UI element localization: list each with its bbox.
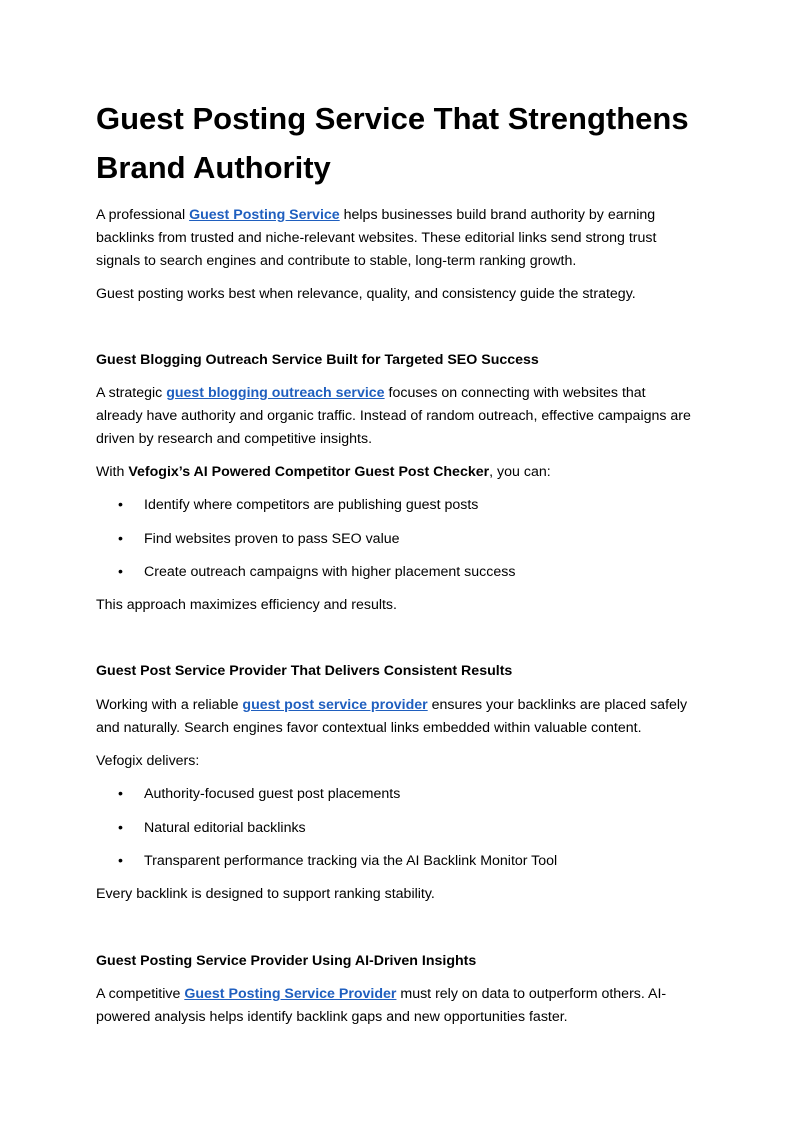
list-item: • Transparent performance tracking via the AI Backlink Monitor Tool <box>96 850 696 884</box>
list-item: • Identify where competitors are publishing guest posts <box>96 494 696 528</box>
section-heading-outreach: Guest Blogging Outreach Service Built for Targeted SEO Success <box>96 352 539 368</box>
list-item: • Natural editorial backlinks <box>96 817 696 851</box>
list-item: • Find websites proven to pass SEO value <box>96 528 696 562</box>
list-item: • Authority-focused guest post placements <box>96 783 696 817</box>
bullet-icon: • <box>118 786 123 802</box>
guest-blogging-outreach-link[interactable]: guest blogging outreach service <box>166 385 385 401</box>
provider-paragraph-3: Every backlink is designed to support ranking stability. <box>96 886 435 902</box>
guest-post-service-provider-link[interactable]: guest post service provider <box>242 697 428 713</box>
outreach-bullet-list <box>96 494 696 595</box>
outreach-paragraph-2: With Vefogix’s AI Powered Competitor Guest Post Checker, you can: <box>96 464 551 480</box>
competitor-checker-name: Vefogix’s AI Powered Competitor Guest Post Checker <box>128 464 490 480</box>
page-title: Guest Posting Service That Strengthens Brand Authority <box>96 101 689 185</box>
outreach-paragraph-3: This approach maximizes efficiency and results. <box>96 597 397 613</box>
intro-paragraph-2: Guest posting works best when relevance, quality, and consistency guide the strategy. <box>96 286 636 302</box>
outreach-paragraph-1: A strategic guest blogging outreach service focuses on connecting with websites that already have authority and organic traffic. Instead of random outreach, effective campaigns are driven by research and competitive insights. <box>96 385 691 447</box>
intro-paragraph-1: A professional Guest Posting Service helps businesses build brand authority by earning backlinks from trusted and niche-relevant websites. These editorial links send strong trust signals to search engines and contribute to stable, long-term ranking growth. <box>96 207 657 269</box>
bullet-icon: • <box>118 497 123 513</box>
provider-bullet-list <box>96 783 696 884</box>
bullet-icon: • <box>118 530 123 547</box>
bullet-icon: • <box>118 819 123 836</box>
list-item: • Create outreach campaigns with higher placement success <box>96 561 696 595</box>
section-heading-ai-insights: Guest Posting Service Provider Using AI-Driven Insights <box>96 953 477 969</box>
bullet-icon: • <box>118 853 123 869</box>
guest-posting-service-link[interactable]: Guest Posting Service <box>189 207 340 223</box>
ai-insights-paragraph-1: A competitive Guest Posting Service Provider must rely on data to outperform others. AI-powered analysis helps identify backlink gaps and new opportunities faster. <box>96 986 667 1025</box>
guest-posting-service-provider-link[interactable]: Guest Posting Service Provider <box>184 986 397 1002</box>
section-heading-provider: Guest Post Service Provider That Delivers Consistent Results <box>96 663 513 679</box>
provider-paragraph-2: Vefogix delivers: <box>96 753 200 769</box>
provider-paragraph-1: Working with a reliable guest post service provider ensures your backlinks are placed safely and naturally. Search engines favor contextual links embedded within valuable content. <box>96 697 688 736</box>
bullet-icon: • <box>118 564 123 580</box>
